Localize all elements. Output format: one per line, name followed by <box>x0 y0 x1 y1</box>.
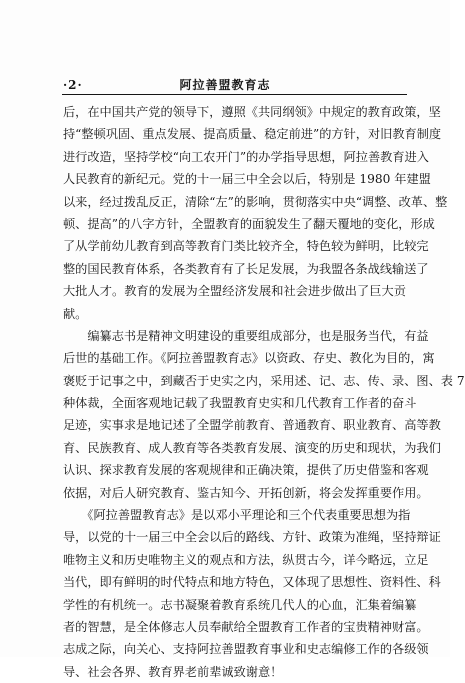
text-line: 依据，对后人研究教育、鉴古知今、开拓创新，将会发挥重要作用。 <box>63 485 429 500</box>
text-line: 人民教育的新纪元。党的十一届三中全会以后，特别是 1980 年建盟 <box>63 172 431 187</box>
running-header-title: 阿拉善盟教育志 <box>179 78 271 92</box>
text-line: 足迹，实事求是地记述了全盟学前教育、普通教育、职业教育、高等教 <box>63 418 441 433</box>
text-line: 当代，即有鲜明的时代特点和地方特色，又体现了思想性、资料性、科 <box>63 575 441 590</box>
text-line: 导，以党的十一届三中全会以后的路线、方针、政策为准绳，坚持辩证 <box>63 530 441 545</box>
text-line: 种体裁，全面客观地记载了我盟教育史实和几代教育工作者的奋斗 <box>63 396 417 411</box>
text-line: 后世的基础工作。《阿拉善盟教育志》以资政、存史、教化为目的，寓 <box>63 351 435 366</box>
header-rule <box>62 94 407 95</box>
text-line: 了从学前幼儿教育到高等教育门类比较齐全，特色较为鲜明，比较完 <box>63 239 429 254</box>
text-line: 褒贬于记事之中，到藏否于史实之内，采用述、记、志、传、录、图、表 7 <box>63 373 465 388</box>
body-text <box>63 101 465 683</box>
text-line: 《阿拉善盟教育志》是以邓小平理论和三个代表重要思想为指 <box>63 508 411 523</box>
text-line: 志成之际，向关心、支持阿拉善盟教育事业和史志编修工作的各级领 <box>63 642 429 657</box>
text-line: 顿、提高”的八字方针，全盟教育的面貌发生了翻天覆地的变化，形成 <box>63 216 435 231</box>
text-line: 唯物主义和历史唯物主义的观点和方法，纵贯古今，详今略远，立足 <box>63 552 429 567</box>
text-line: 以来，经过拨乱反正，清除“左”的影响，贯彻落实中央“调整、改革、整 <box>63 194 448 209</box>
text-line: 后，在中国共产党的领导下，遵照《共同纲领》中规定的教育政策，坚 <box>63 105 441 119</box>
text-line: 者的智慧，是全体修志人员奉献给全盟教育工作者的宝贵精神财富。 <box>63 619 429 634</box>
text-line: 整的国民教育体系，各类教育有了长足发展，为我盟各条战线输送了 <box>63 261 429 276</box>
text-line: 编纂志书是精神文明建设的重要组成部分，也是服务当代，有益 <box>63 328 429 343</box>
text-line: 育、民族教育、成人教育等各类教育发展、演变的历史和现状，为我们 <box>63 440 441 455</box>
page-number: ·2· <box>63 78 83 92</box>
text-line: 认识、探求教育发展的客观规律和正确决策，提供了历史借鉴和客观 <box>63 463 429 478</box>
text-line: 导、社会各界、教育界老前辈诚致谢意！ <box>63 664 283 679</box>
text-line: 持“整顿巩固、重点发展、提高质量、稳定前进”的方针，对旧教育制度 <box>63 127 442 142</box>
text-line: 大批人才。教育的发展为全盟经济发展和社会进步做出了巨大贡 <box>63 284 406 299</box>
text-line: 进行改造，坚持学校“向工农开门”的办学指导思想，阿拉善教育进入 <box>63 149 429 164</box>
text-line: 献。 <box>63 306 88 321</box>
text-line: 学性的有机统一。志书凝聚着教育系统几代人的心血，汇集着编纂 <box>63 597 417 612</box>
